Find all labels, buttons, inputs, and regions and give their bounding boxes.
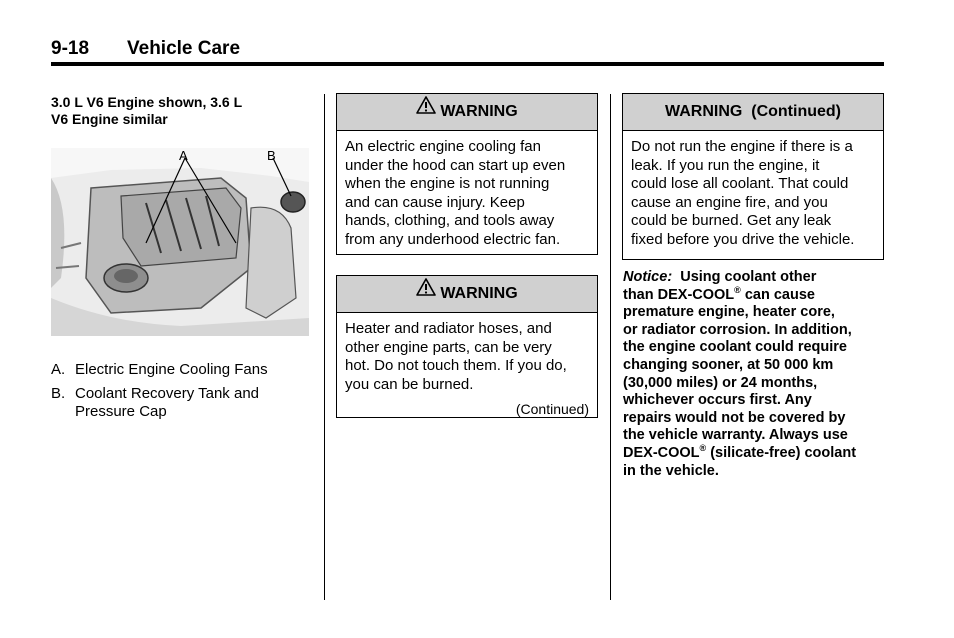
engine-illustration (51, 148, 309, 336)
notice-line: Using coolant other (680, 269, 817, 285)
warning-line: hands, clothing, and tools away (345, 212, 555, 230)
notice-line: whichever occurs first. Any (623, 392, 812, 409)
warning-title: WARNING (440, 285, 518, 303)
notice-line: repairs would not be covered by (623, 409, 846, 426)
warning-header (337, 94, 597, 131)
warning-box-continued (622, 93, 884, 260)
registered-mark: ® (734, 284, 741, 295)
warning-line: and can cause injury. Keep (345, 193, 525, 211)
warning-line: you can be burned. (345, 375, 474, 393)
caption-line-1: 3.0 L V6 Engine shown, 3.6 L (51, 94, 243, 110)
legend-item-a (51, 361, 311, 379)
warning-line: could be burned. Get any leak (631, 212, 832, 230)
notice-block (623, 269, 885, 480)
warning-line: under the hood can start up even (345, 156, 566, 174)
notice-line: the engine coolant could require (623, 339, 847, 356)
warning-line: hot. Do not touch them. If you do, (345, 357, 567, 375)
warning-body (623, 131, 883, 258)
legend-item-b (51, 385, 311, 421)
notice-label: Notice: (623, 269, 673, 285)
warning-line: when the engine is not running (345, 175, 550, 193)
notice-line: than DEX-COOL (623, 286, 735, 303)
notice-line: changing sooner, at 50 000 km (623, 356, 834, 373)
legend-key: A. (51, 361, 66, 378)
warning-line: fixed before you drive the vehicle. (631, 230, 855, 248)
section-title: Vehicle Care (127, 38, 241, 59)
notice-line: (silicate-free) coolant (706, 444, 857, 461)
legend-text: Electric Engine Cooling Fans (75, 361, 268, 378)
page-header (51, 38, 240, 60)
warning-box-fan (336, 93, 598, 255)
column-divider-1 (324, 94, 325, 600)
notice-line: premature engine, heater core, (623, 304, 835, 321)
warning-line: Do not run the engine if there is a (631, 138, 853, 155)
warning-header (623, 94, 883, 131)
continued-label: (Continued) (515, 401, 589, 418)
caption-line-2: V6 Engine similar (51, 111, 168, 127)
notice-line: DEX-COOL (623, 444, 700, 461)
header-rule (51, 62, 884, 66)
notice-line: or radiator corrosion. In addition, (623, 321, 852, 338)
warning-line: cause an engine fire, and you (631, 193, 828, 211)
notice-line: (30,000 miles) or 24 months, (623, 374, 818, 391)
warning-body (337, 313, 597, 427)
warning-title: WARNING (Continued) (665, 103, 841, 120)
column-divider-2 (610, 94, 611, 600)
warning-box-hoses (336, 275, 598, 418)
notice-line: can cause (740, 286, 815, 303)
legend-key: B. (51, 385, 66, 402)
warning-triangle-icon (416, 92, 436, 128)
callout-b: B (267, 148, 276, 163)
warning-triangle-icon (416, 274, 436, 310)
warning-line: An electric engine cooling fan (345, 138, 541, 155)
callout-a: A (179, 148, 188, 163)
warning-line: Heater and radiator hoses, and (345, 320, 552, 337)
figure-caption (51, 94, 311, 128)
notice-line: the vehicle warranty. Always use (623, 427, 848, 444)
page-number: 9-18 (51, 38, 90, 59)
warning-body (337, 131, 597, 258)
warning-header (337, 276, 597, 313)
notice-line: in the vehicle. (623, 462, 719, 479)
warning-line: other engine parts, can be very (345, 338, 552, 356)
legend-text: Coolant Recovery Tank and Pressure Cap (75, 385, 259, 420)
warning-title: WARNING (440, 103, 518, 121)
engine-drawing (51, 148, 309, 336)
registered-mark: ® (699, 443, 707, 454)
warning-line: leak. If you run the engine, it (631, 156, 820, 174)
warning-line: could lose all coolant. That could (631, 175, 849, 193)
figure-legend (51, 361, 311, 427)
warning-line: from any underhood electric fan. (345, 230, 561, 248)
